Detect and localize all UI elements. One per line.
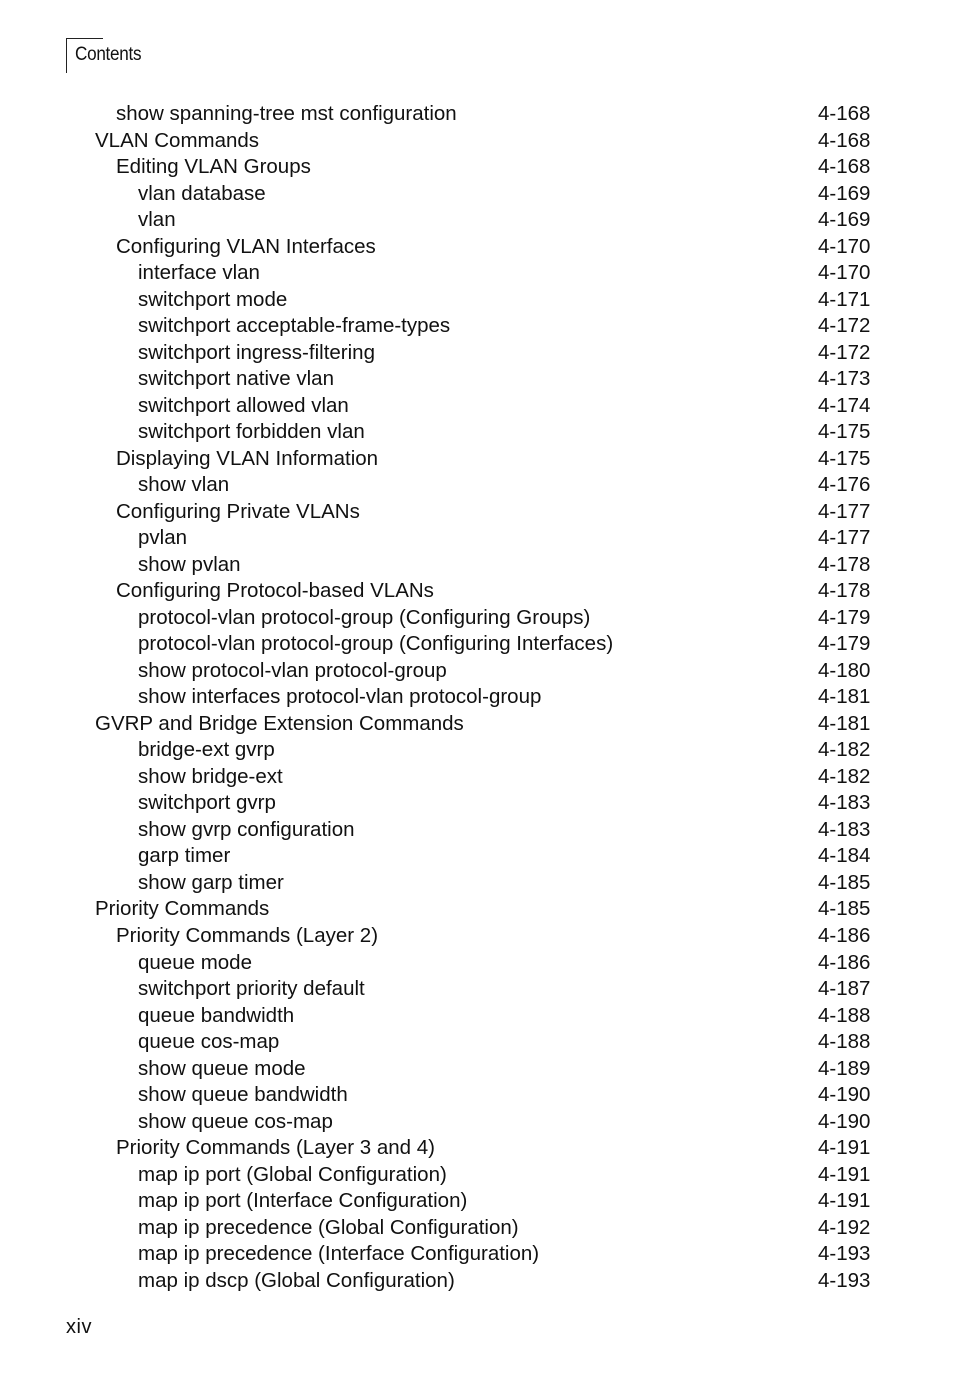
toc-entry-page: 4-175 — [818, 420, 871, 444]
table-of-contents — [0, 101, 954, 1294]
toc-entry — [0, 446, 954, 473]
toc-entry — [0, 1029, 954, 1056]
toc-entry-page: 4-175 — [818, 446, 871, 470]
toc-entry-title: switchport gvrp — [138, 791, 276, 815]
toc-entry-page: 4-179 — [818, 632, 871, 656]
toc-entry-page: 4-182 — [818, 738, 871, 762]
toc-entry-title: bridge-ext gvrp — [138, 738, 275, 762]
toc-entry-page: 4-191 — [818, 1189, 871, 1213]
toc-entry-title: show protocol-vlan protocol-group — [138, 658, 447, 682]
toc-entry-page: 4-172 — [818, 314, 871, 338]
toc-entry-title: show spanning-tree mst configuration — [116, 102, 457, 125]
toc-entry-title: protocol-vlan protocol-group (Configuring Groups) — [138, 605, 591, 629]
toc-entry — [0, 764, 954, 791]
toc-entry-title: Priority Commands (Layer 2) — [116, 923, 379, 947]
toc-entry — [0, 817, 954, 844]
running-header: Contents — [75, 44, 142, 65]
toc-entry-page: 4-191 — [818, 1162, 871, 1186]
toc-entry — [0, 950, 954, 977]
toc-entry-title: switchport native vlan — [138, 367, 334, 391]
toc-entry-title: switchport allowed vlan — [138, 393, 349, 417]
toc-entry — [0, 419, 954, 446]
toc-entry-title: map ip precedence (Global Configuration) — [138, 1215, 519, 1239]
toc-entry-page: 4-177 — [818, 499, 871, 523]
toc-entry — [0, 737, 954, 764]
toc-entry-title: Configuring Private VLANs — [116, 499, 360, 523]
toc-entry — [0, 896, 954, 923]
toc-entry — [0, 234, 954, 261]
toc-entry-page: 4-169 — [818, 208, 871, 232]
toc-entry — [0, 1109, 954, 1136]
toc-entry-page: 4-190 — [818, 1083, 871, 1107]
toc-entry-title: map ip port (Global Configuration) — [138, 1162, 447, 1186]
toc-entry-page: 4-178 — [818, 579, 871, 603]
toc-entry — [0, 923, 954, 950]
toc-entry-page: 4-169 — [818, 181, 871, 205]
toc-entry — [0, 260, 954, 287]
toc-entry-page: 4-185 — [818, 897, 871, 921]
toc-entry — [0, 1268, 954, 1295]
toc-entry — [0, 843, 954, 870]
toc-entry-page: 4-180 — [818, 658, 871, 682]
toc-entry — [0, 1215, 954, 1242]
toc-entry-page: 4-178 — [818, 552, 871, 576]
toc-entry — [0, 976, 954, 1003]
toc-entry-title: map ip dscp (Global Configuration) — [138, 1268, 455, 1292]
toc-entry-page: 4-170 — [818, 261, 871, 285]
page-number: xiv — [66, 1316, 92, 1338]
toc-entry-title: Editing VLAN Groups — [116, 155, 311, 179]
toc-entry-title: VLAN Commands — [95, 128, 260, 152]
toc-entry-page: 4-191 — [818, 1136, 871, 1160]
toc-entry-title: interface vlan — [138, 261, 260, 285]
toc-entry-page: 4-186 — [818, 923, 871, 947]
toc-entry — [0, 1003, 954, 1030]
toc-entry-page: 4-170 — [818, 234, 871, 258]
toc-entry — [0, 1135, 954, 1162]
toc-entry-page: 4-181 — [818, 711, 871, 735]
toc-entry — [0, 128, 954, 155]
toc-entry-page: 4-179 — [818, 605, 871, 629]
toc-entry-page: 4-184 — [818, 844, 871, 868]
toc-entry-page: 4-188 — [818, 1003, 871, 1027]
toc-entry-title: show interfaces protocol-vlan protocol-group — [138, 685, 542, 709]
toc-entry — [0, 154, 954, 181]
toc-entry-title: show queue cos-map — [138, 1109, 333, 1133]
toc-entry-title: switchport acceptable-frame-types — [138, 314, 451, 338]
toc-entry — [0, 1188, 954, 1215]
toc-entry-title: show queue bandwidth — [138, 1083, 348, 1107]
toc-entry-title: map ip port (Interface Configuration) — [138, 1189, 468, 1213]
toc-entry — [0, 631, 954, 658]
toc-entry-title: switchport forbidden vlan — [138, 420, 365, 444]
toc-entry-title: Configuring Protocol-based VLANs — [116, 579, 434, 603]
toc-entry-page: 4-189 — [818, 1056, 871, 1080]
toc-entry-page: 4-190 — [818, 1109, 871, 1133]
toc-entry — [0, 658, 954, 685]
toc-entry-page: 4-171 — [818, 287, 871, 311]
toc-entry-title: Configuring VLAN Interfaces — [116, 234, 376, 258]
toc-entry-page: 4-182 — [818, 764, 871, 788]
toc-entry — [0, 578, 954, 605]
toc-entry-title: map ip precedence (Interface Configuration) — [138, 1242, 540, 1266]
toc-entry — [0, 1162, 954, 1189]
toc-entry-title: queue mode — [138, 950, 252, 974]
toc-entry-page: 4-177 — [818, 526, 871, 550]
toc-entry-page: 4-174 — [818, 393, 871, 417]
toc-entry-title: garp timer — [138, 844, 231, 868]
toc-entry-page: 4-173 — [818, 367, 871, 391]
toc-entry — [0, 472, 954, 499]
toc-entry-page: 4-193 — [818, 1268, 871, 1292]
toc-entry — [0, 552, 954, 579]
toc-entry-page: 4-188 — [818, 1030, 871, 1054]
toc-entry — [0, 605, 954, 632]
toc-entry — [0, 393, 954, 420]
toc-entry-page: 4-168 — [818, 155, 871, 179]
toc-entry-page: 4-185 — [818, 870, 871, 894]
toc-entry — [0, 181, 954, 208]
toc-entry — [0, 684, 954, 711]
toc-entry-title: show bridge-ext — [138, 764, 283, 788]
toc-entry-title: show queue mode — [138, 1056, 306, 1080]
toc-entry-title: GVRP and Bridge Extension Commands — [95, 711, 464, 735]
toc-entry-title: pvlan — [138, 526, 188, 550]
toc-entry-page: 4-172 — [818, 340, 871, 364]
toc-entry-title: vlan — [138, 208, 176, 232]
toc-entry-title: vlan database — [138, 181, 266, 205]
toc-entry-title: switchport priority default — [138, 977, 365, 1001]
toc-entry-page: 4-187 — [818, 977, 871, 1001]
toc-entry — [0, 525, 954, 552]
toc-entry — [0, 287, 954, 314]
toc-entry-title: switchport ingress-filtering — [138, 340, 375, 364]
toc-entry — [0, 313, 954, 340]
toc-entry — [0, 1082, 954, 1109]
toc-entry — [0, 207, 954, 234]
toc-entry-title: queue bandwidth — [138, 1003, 295, 1027]
toc-entry — [0, 340, 954, 367]
toc-entry-page: 4-176 — [818, 473, 871, 497]
toc-entry — [0, 790, 954, 817]
toc-entry-title: show pvlan — [138, 552, 241, 576]
toc-entry-title: Priority Commands — [95, 897, 270, 921]
toc-entry-title: queue cos-map — [138, 1030, 280, 1054]
toc-entry-page: 4-186 — [818, 950, 871, 974]
toc-entry — [0, 1056, 954, 1083]
toc-entry-title: show vlan — [138, 473, 230, 497]
toc-entry — [0, 1241, 954, 1268]
toc-entry — [0, 870, 954, 897]
toc-entry — [0, 366, 954, 393]
toc-entry-page: 4-183 — [818, 817, 871, 841]
toc-entry — [0, 499, 954, 526]
toc-entry-page: 4-168 — [818, 128, 871, 152]
toc-entry-title: show gvrp configuration — [138, 817, 355, 841]
toc-entry-title: show garp timer — [138, 870, 284, 894]
toc-entry-title: Displaying VLAN Information — [116, 446, 379, 470]
toc-entry-page: 4-193 — [818, 1242, 871, 1266]
toc-entry — [0, 101, 954, 128]
toc-entry-page: 4-168 — [818, 102, 871, 125]
toc-entry-page: 4-192 — [818, 1215, 871, 1239]
toc-entry-title: Priority Commands (Layer 3 and 4) — [116, 1136, 436, 1160]
toc-entry-page: 4-183 — [818, 791, 871, 815]
toc-entry-title: switchport mode — [138, 287, 288, 311]
toc-entry-page: 4-181 — [818, 685, 871, 709]
toc-entry-title: protocol-vlan protocol-group (Configuring Interfaces) — [138, 632, 614, 656]
toc-entry — [0, 711, 954, 738]
